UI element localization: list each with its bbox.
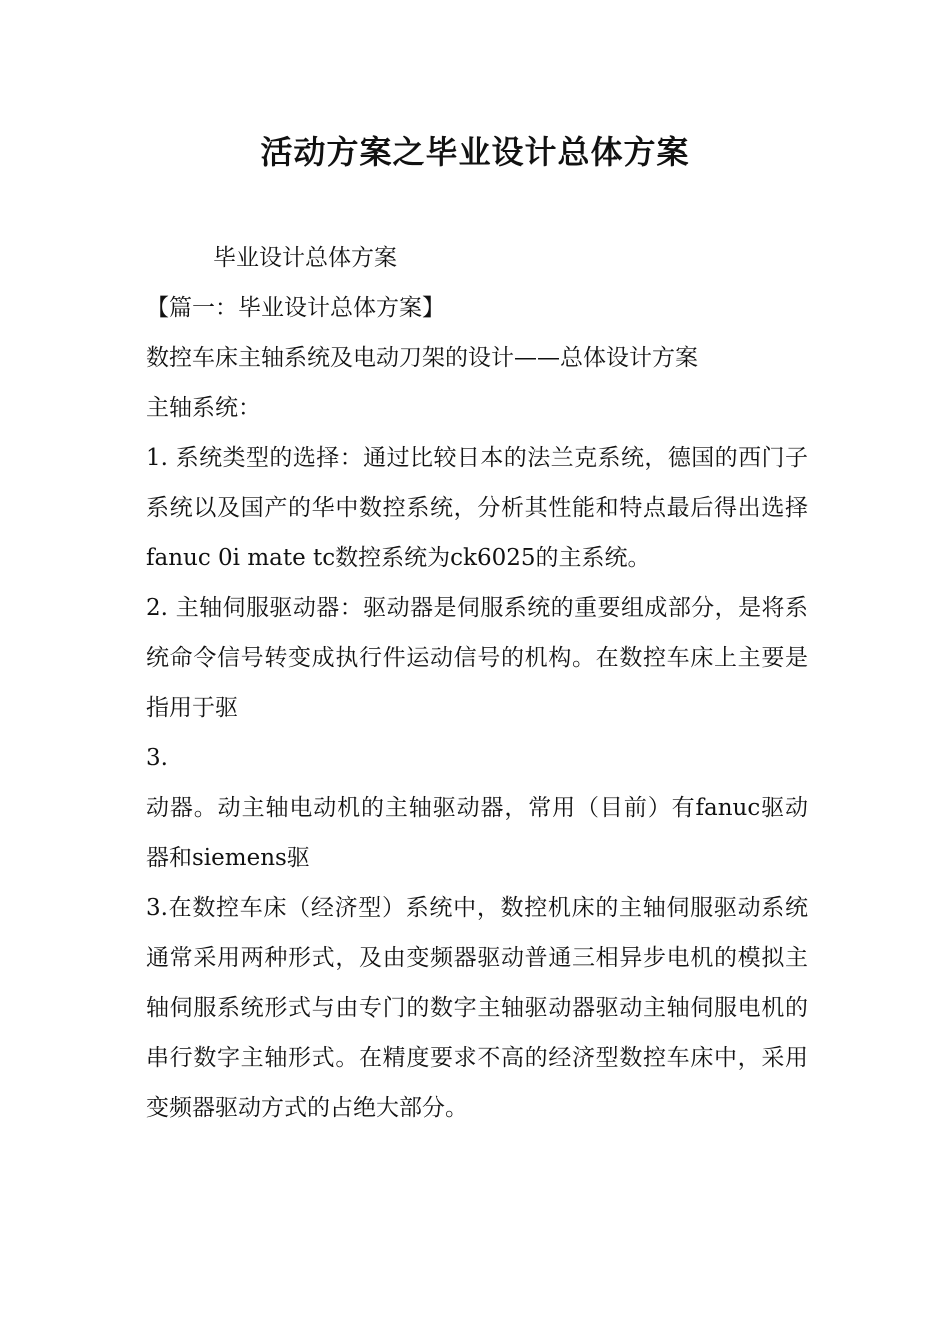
spindle-system-heading: 主轴系统： [146,395,261,421]
paragraph-driver-types: 动器。动主轴电动机的主轴驱动器，常用（目前）有fanuc驱动器和siemens驱 [146,795,808,871]
section-subtitle: 毕业设计总体方案 [213,245,397,271]
paragraph-economic-lathe: 3.在数控车床（经济型）系统中，数控机床的主轴伺服驱动系统通常采用两种形式，及由变频器驱动普通三相异步电机的模拟主轴伺服系统形式与由专门的数字主轴驱动器驱动主轴伺服电机的串行数字主轴形式。在精度要求不高的经济型数控车床中，采用变频器驱动方式的占绝大部分。 [146,895,808,1121]
document-body [146,233,808,1133]
paragraph-spindle-driver: 2. 主轴伺服驱动器：驱动器是伺服系统的重要组成部分，是将系统命令信号转变成执行件运动信号的机构。在数控车床上主要是指用于驱 [146,595,808,721]
paragraph-number-3: 3. [146,745,168,771]
paragraph-system-type: 1. 系统类型的选择：通过比较日本的法兰克系统，德国的西门子系统以及国产的华中数控系统，分析其性能和特点最后得出选择fanuc 0i mate tc数控系统为ck6025的主系统。 [146,445,808,571]
design-topic-line: 数控车床主轴系统及电动刀架的设计——总体设计方案 [146,345,698,371]
section-heading: 【篇一：毕业设计总体方案】 [146,295,445,321]
document-title: 活动方案之毕业设计总体方案 [260,133,690,171]
